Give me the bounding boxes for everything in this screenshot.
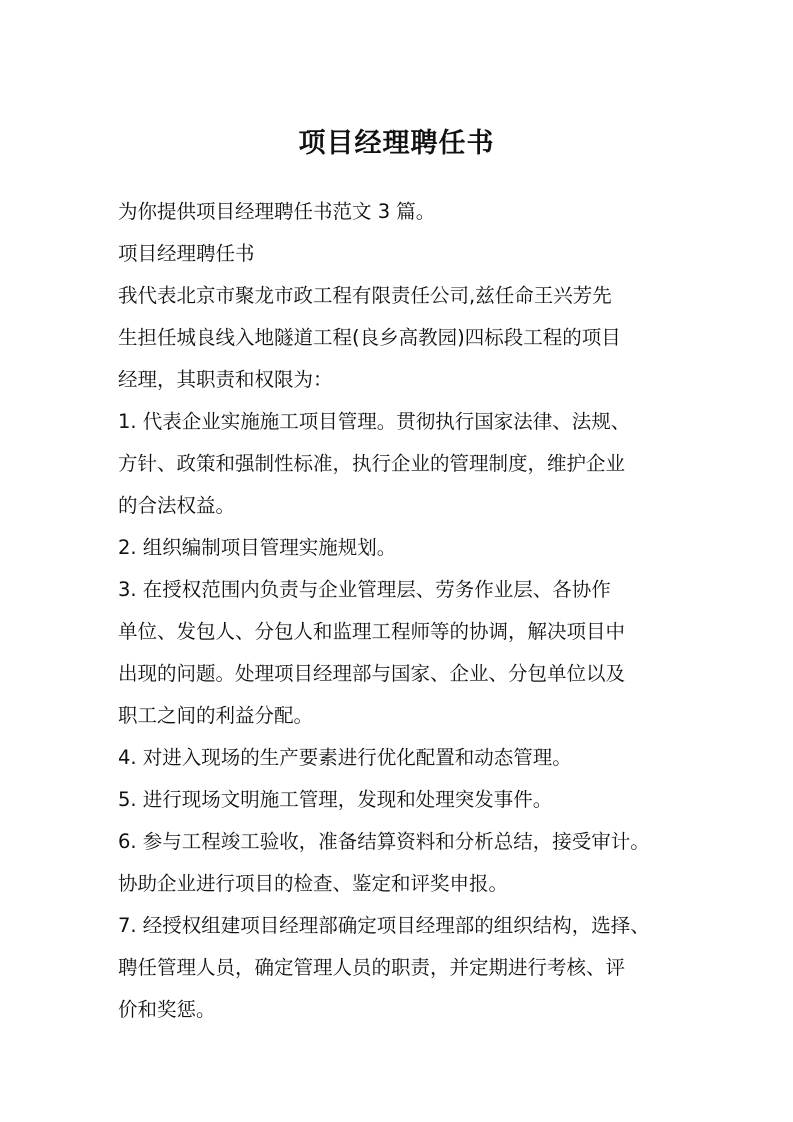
- text-line: 单位、发包人、分包人和监理工程师等的协调，解决项目中: [118, 620, 626, 643]
- text-line: 的合法权益。: [118, 494, 236, 517]
- text-line: 2. 组织编制项目管理实施规划。: [118, 536, 397, 559]
- text-line: 协助企业进行项目的检查、鉴定和评奖申报。: [118, 872, 509, 895]
- text-line: 方针、政策和强制性标准，执行企业的管理制度，维护企业: [118, 452, 626, 475]
- text-line: 生担任城良线入地隧道工程(良乡高教园)四标段工程的项目: [118, 326, 621, 349]
- text-line: 价和奖惩。: [118, 998, 216, 1021]
- text-line: 7. 经授权组建项目经理部确定项目经理部的组织结构，选择、: [118, 914, 650, 937]
- text-line: 我代表北京市聚龙市政工程有限责任公司,兹任命王兴芳先: [118, 284, 612, 307]
- text-line: 职工之间的利益分配。: [118, 704, 314, 727]
- text-line: 聘任管理人员，确定管理人员的职责，并定期进行考核、评: [118, 956, 626, 979]
- text-line: 1. 代表企业实施施工项目管理。贯彻执行国家法律、法规、: [118, 410, 631, 433]
- text-line: 项目经理聘任书: [118, 242, 255, 265]
- text-line: 5. 进行现场文明施工管理，发现和处理突发事件。: [118, 788, 553, 811]
- text-line: 3. 在授权范围内负责与企业管理层、劳务作业层、各协作: [118, 578, 611, 601]
- document-body: [118, 191, 684, 1031]
- text-line: 6. 参与工程竣工验收，准备结算资料和分析总结，接受审计。: [118, 830, 650, 853]
- text-line: 出现的问题。处理项目经理部与国家、企业、分包单位以及: [118, 662, 626, 685]
- text-line: 4. 对进入现场的生产要素进行优化配置和动态管理。: [118, 746, 572, 769]
- document-title: 项目经理聘任书: [298, 128, 495, 159]
- text-line: 为你提供项目经理聘任书范文 3 篇。: [118, 200, 436, 223]
- text-line: 经理，其职责和权限为：: [118, 368, 333, 391]
